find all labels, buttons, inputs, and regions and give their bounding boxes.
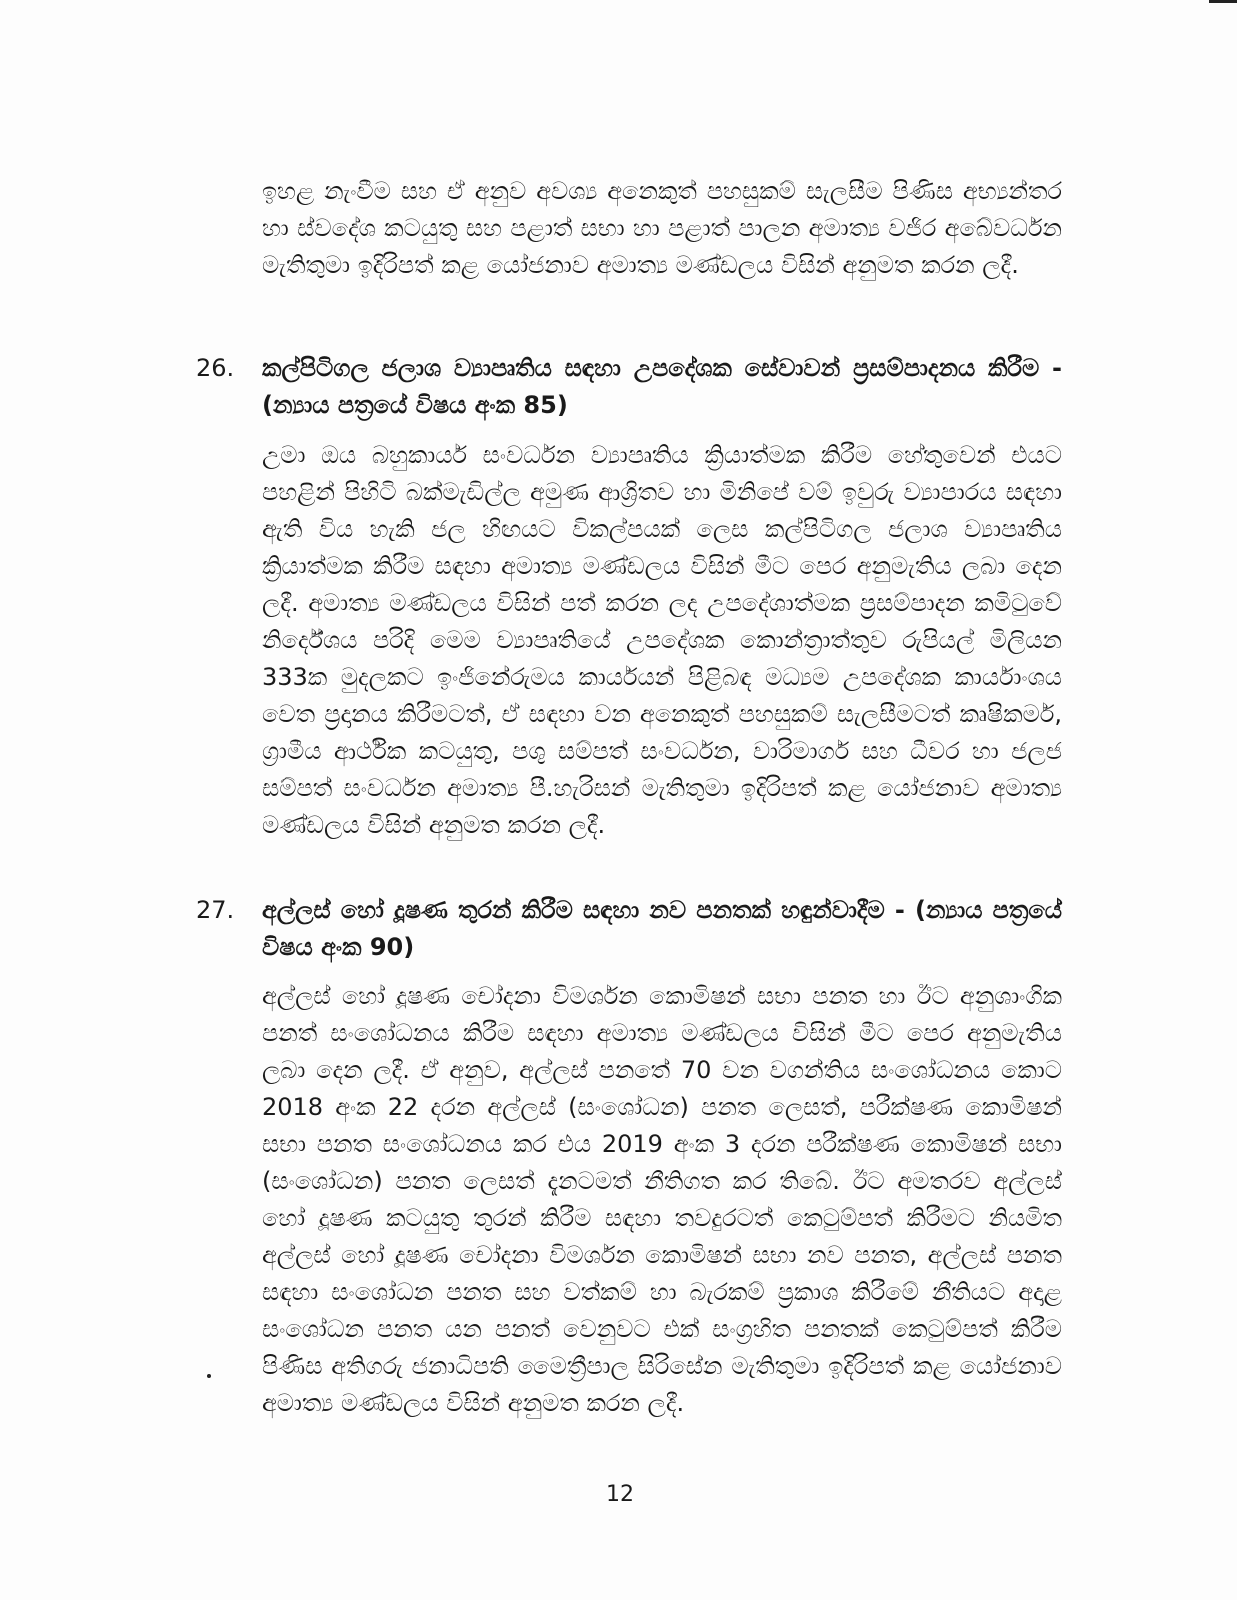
intro-paragraph: ඉහළ නැංවීම සහ ඒ අනුව අවශ්‍ය අනෙකුත් පහසුකම් සැලසීම පිණිස අභ්‍යන්තර හා ස්වදේශ කටයුතු සහ පළාත් සභා හා පළාත් පාලන අමාත්‍ය වජිර අබේවර්ධන මැතිතුමා ඉදිරිපත් කළ යෝජනාව අමාත්‍ය මණ්ඩලය විසින් අනුමත කරන ලදී. (262, 177, 1062, 279)
item-number-26: 26. (196, 354, 235, 382)
scan-corner-mark (1209, 0, 1237, 3)
item-body-27: අල්ලස් හෝ දූෂණ චෝදනා විමර්ශන කොමිෂන් සභා පනත හා ඊට අනුශාංගික පනත් සංශෝධනය කිරීම සඳහා අමාත්‍ය මණ්ඩලය විසින් මීට පෙර අනුමැතිය ලබා දෙන ලදී. ඒ අනුව, අල්ලස් පනතේ 70 වන වගන්තිය සංශෝධනය කොට 2018 අංක 22 දරන අල්ලස් (සංශෝධන) පනත ලෙසත්, පරීක්ෂණ කොමිෂන් සභා පනත සංශෝධනය කර එය 2019 අංක 3 දරන පරීක්ෂණ කොමිෂන් සභා (සංශෝධන) පනත ලෙසත් දැනටමත් නීතිගත කර තිබේ. ඊට අමතරව අල්ලස් හෝ දූෂණ කටයුතු තුරන් කිරීම සඳහා තවදුරටත් කෙටුම්පත් කිරීමට නියමිත අල්ලස් හෝ දූෂණ චෝදනා විමර්ශන කොමිෂන් සභා නව පනත, අල්ලස් පනත සඳහා සංශෝධන පනත සහ වත්කම් හා බැරකම් ප්‍රකාශ කිරීමේ නීතියට අදාළ සංශෝධන පනත යන පනත් වෙනුවට එක් සංග්‍රහිත පනතක් කෙටුම්පත් කිරීම පිණිස අතිගරු ජනාධිපති මෛත්‍රීපාල සිරිසේන මැතිතුමා ඉදිරිපත් කළ යෝජනාව අමාත්‍ය මණ්ඩලය විසින් අනුමත කරන ලදී. (262, 982, 1062, 1417)
margin-dot-mark (207, 1374, 211, 1378)
page-number: 12 (606, 1482, 634, 1507)
item-number-27: 27. (196, 896, 235, 924)
item-body-26: උමා ඔය බහුකාර්ය සංවර්ධන ව්‍යාපෘතිය ක්‍රියාත්මක කිරීම හේතුවෙන් එයට පහළින් පිහිටි බක්මැඩිල්ල අමුණ ආශ්‍රිතව හා මිනිපේ වම් ඉවුරු ව්‍යාපාරය සඳහා ඇති විය හැකි ජල හිඟයට විකල්පයක් ලෙස කල්පිටිගල ජලාශ ව්‍යාපෘතිය ක්‍රියාත්මක කිරීම සඳහා අමාත්‍ය මණ්ඩලය විසින් මීට පෙර අනුමැතිය ලබා දෙන ලදී. අමාත්‍ය මණ්ඩලය විසින් පත් කරන ලද උපදේශාත්මක ප්‍රසම්පාදන කමිටුවේ නිර්දේශය පරිදි මෙම ව්‍යාපෘතියේ උපදේශක කොන්ත්‍රාත්තුව රුපියල් මිලියන 333ක මුදලකට ඉංජිනේරුමය කාර්යයන් පිළිබඳ මධ්‍යම උපදේශක කාර්යාංශය වෙත ප්‍රදානය කිරීමටත්, ඒ සඳහා වන අනෙකුත් පහසුකම් සැලසීමටත් කෘෂිකර්ම, ග්‍රාමීය ආර්ථික කටයුතු, පශු සම්පත් සංවර්ධන, වාරිමාර්ග සහ ධීවර හා ජලජ සම්පත් සංවර්ධන අමාත්‍ය පී.හැරිසන් මැතිතුමා ඉදිරිපත් කළ යෝජනාව අමාත්‍ය මණ්ඩලය විසින් අනුමත කරන ලදී. (262, 441, 1062, 839)
item-heading-27: අල්ලස් හෝ දූෂණ තුරන් කිරීම සඳහා නව පනතක් හඳුන්වාදීම - (න්‍යාය පත්‍රයේ විෂය අංක 90) (262, 896, 1062, 961)
item-heading-26: කල්පිටිගල ජලාශ ව්‍යාපෘතිය සඳහා උපදේශක සේවාවන් ප්‍රසම්පාදනය කිරීම - (න්‍යාය පත්‍රයේ විෂය අංක 85) (262, 354, 1062, 419)
